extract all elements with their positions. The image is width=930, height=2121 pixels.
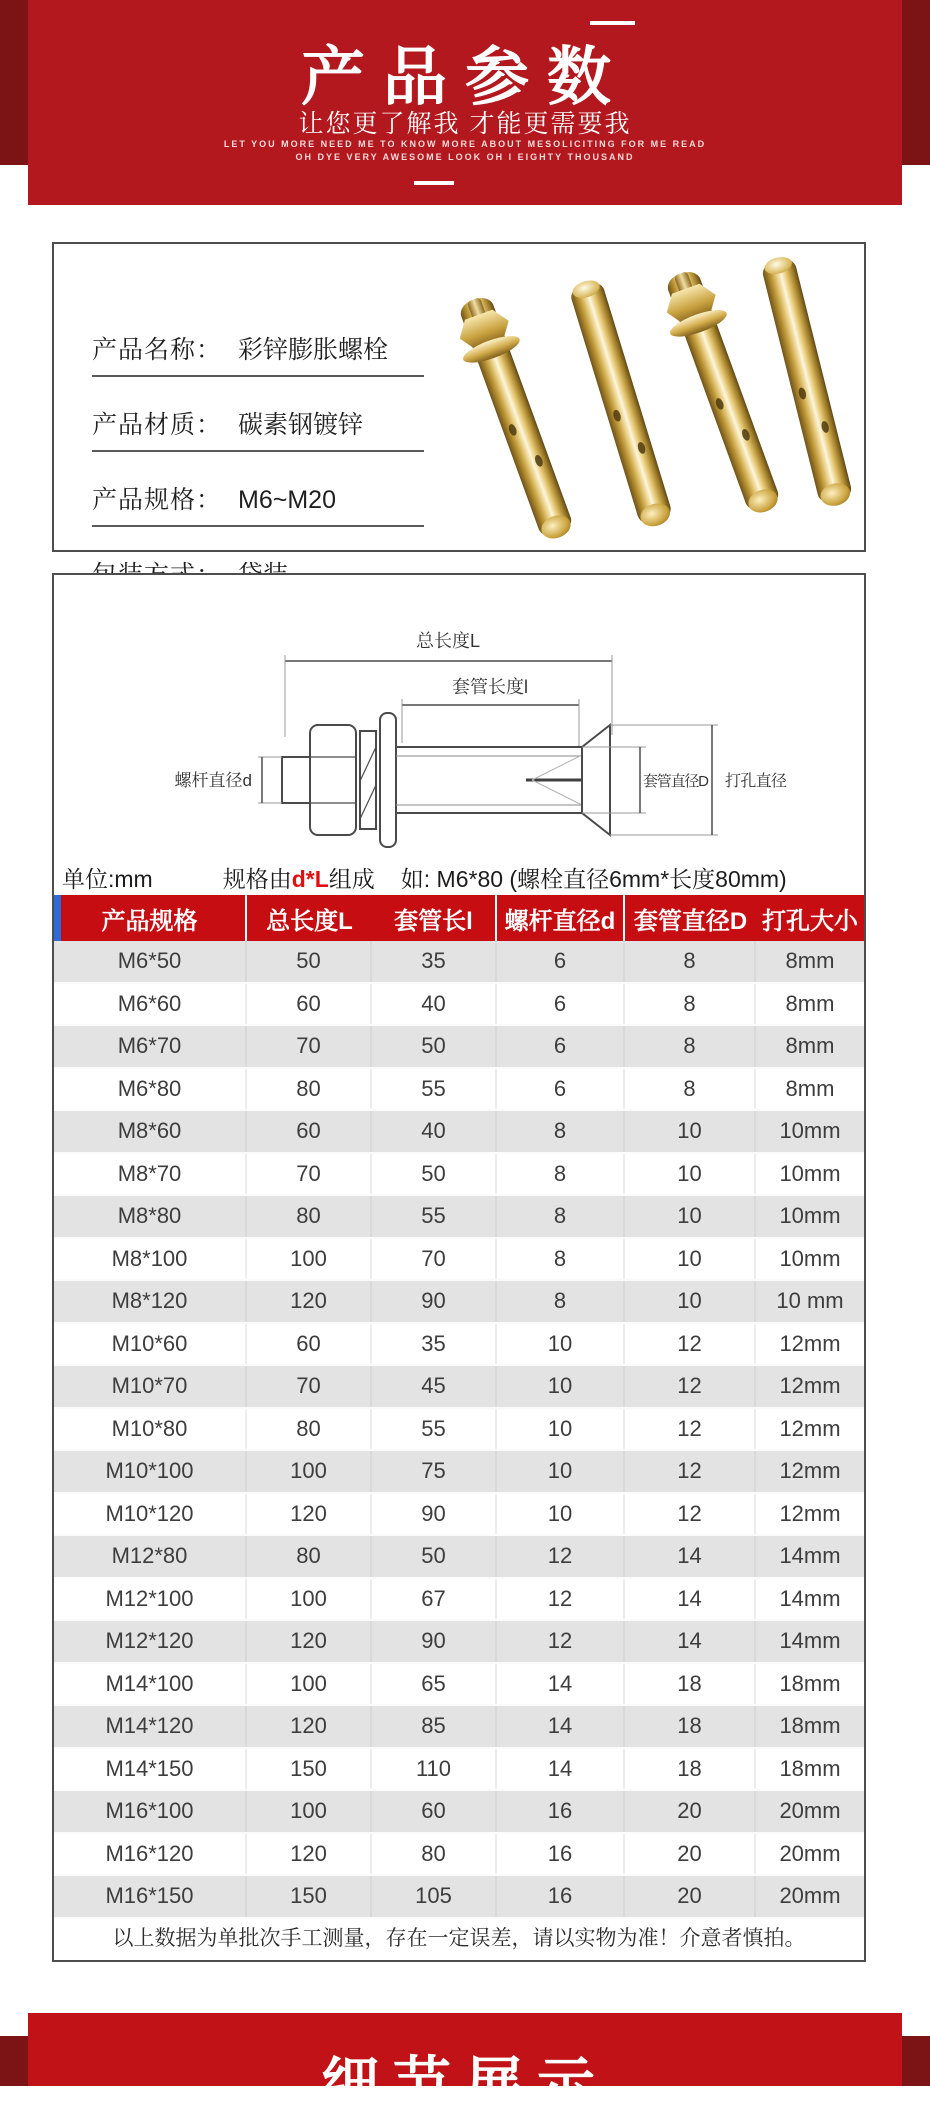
table-cell: 10 <box>625 1111 756 1152</box>
table-row <box>54 1409 864 1452</box>
table-cell: 150 <box>247 1876 372 1917</box>
table-cell: M6*70 <box>54 1026 247 1067</box>
table-row <box>54 1579 864 1622</box>
table-cell: 80 <box>247 1196 372 1237</box>
table-row <box>54 1026 864 1069</box>
header-cell-hole-size: 打孔大小 <box>762 907 858 935</box>
table-cell: 14 <box>497 1706 625 1747</box>
expansion-bolt-image <box>457 294 574 541</box>
table-row <box>54 984 864 1027</box>
table-cell: M10*60 <box>54 1324 247 1365</box>
table-cell: 14 <box>497 1749 625 1790</box>
measurement-disclaimer: 以上数据为单批次手工测量，存在一定误差，请以实物为准！介意者慎拍。 <box>112 1927 806 1950</box>
table-cell: 8 <box>497 1239 625 1280</box>
table-cell: 14mm <box>779 1543 841 1569</box>
table-cell: 90 <box>372 1621 497 1662</box>
table-cell: 110 <box>372 1749 497 1790</box>
banner-tagline-1: LET YOU MORE NEED ME TO KNOW MORE ABOUT MESOLICITING FOR ME READ <box>223 139 707 149</box>
table-cell: 50 <box>247 941 372 982</box>
table-cell: 18mm <box>779 1755 841 1781</box>
table-cell: 8mm <box>785 1033 835 1059</box>
table-cell: 10 <box>497 1324 625 1365</box>
table-cell: 14 <box>625 1579 756 1620</box>
table-cell: 14 <box>497 1664 625 1705</box>
info-label: 产品材质： <box>92 411 223 439</box>
table-cell: 16 <box>497 1834 625 1875</box>
spec-example: 如: M6*80 (螺栓直径6mm*长度80mm) <box>400 866 787 892</box>
spec-box <box>52 573 866 1962</box>
table-cell: 10mm <box>779 1118 841 1144</box>
info-row-material <box>92 405 424 452</box>
spec-format-highlight: d*L <box>291 866 329 892</box>
table-cell: 150 <box>247 1749 372 1790</box>
table-row <box>54 1154 864 1197</box>
info-row-spec <box>92 480 424 527</box>
diagram-label-screw-diameter: 螺杆直径d <box>174 771 252 790</box>
table-cell: 14mm <box>779 1628 841 1654</box>
table-cell: 100 <box>247 1664 372 1705</box>
table-cell: 50 <box>372 1536 497 1577</box>
table-cell: 10 mm <box>776 1288 844 1314</box>
table-cell: 50 <box>372 1154 497 1195</box>
table-cell: 10 <box>625 1239 756 1280</box>
table-cell: 85 <box>372 1706 497 1747</box>
table-cell: 75 <box>372 1451 497 1492</box>
detail-section-title: 细节展示 <box>320 2052 609 2117</box>
table-cell: 10mm <box>779 1245 841 1271</box>
banner-dash-icon <box>414 181 454 185</box>
spec-table-body <box>54 941 864 1919</box>
table-cell: 40 <box>372 984 497 1025</box>
table-cell: 20mm <box>779 1883 841 1909</box>
table-cell: 80 <box>247 1536 372 1577</box>
table-cell: 55 <box>372 1069 497 1110</box>
table-cell: M10*120 <box>54 1494 247 1535</box>
product-info-box <box>52 242 866 552</box>
spec-format: 规格由d*L组成 <box>222 866 375 892</box>
table-cell: 50 <box>372 1026 497 1067</box>
table-cell: 6 <box>497 1026 625 1067</box>
table-row <box>54 1239 864 1282</box>
top-banner <box>0 0 930 205</box>
table-cell: M16*100 <box>54 1791 247 1832</box>
table-cell: 10 <box>497 1366 625 1407</box>
header-cell-total-length: 总长度L <box>266 907 353 935</box>
table-row <box>54 941 864 984</box>
table-cell: M6*50 <box>54 941 247 982</box>
table-cell: 18 <box>625 1664 756 1705</box>
table-cell: 10mm <box>779 1203 841 1229</box>
table-cell: 10 <box>625 1154 756 1195</box>
table-cell: 12mm <box>779 1500 841 1526</box>
table-cell: M8*100 <box>54 1239 247 1280</box>
unit-label: 单位:mm <box>62 866 153 892</box>
table-cell: 20mm <box>779 1798 841 1824</box>
table-cell: 14 <box>625 1621 756 1662</box>
table-row <box>54 1069 864 1112</box>
table-cell: 70 <box>247 1154 372 1195</box>
info-label: 产品名称： <box>92 336 223 364</box>
table-cell: 12 <box>497 1536 625 1577</box>
table-cell: M14*100 <box>54 1664 247 1705</box>
table-cell: 67 <box>372 1579 497 1620</box>
table-cell: M8*60 <box>54 1111 247 1152</box>
info-value: 碳素钢镀锌 <box>238 411 364 439</box>
table-cell: 12 <box>497 1621 625 1662</box>
table-row <box>54 1324 864 1367</box>
table-cell: 10mm <box>779 1160 841 1186</box>
table-cell: 8 <box>497 1281 625 1322</box>
table-row <box>54 1111 864 1154</box>
table-cell: 18 <box>625 1749 756 1790</box>
table-cell: 70 <box>247 1026 372 1067</box>
table-cell: M6*60 <box>54 984 247 1025</box>
table-row <box>54 1749 864 1792</box>
table-cell: M10*70 <box>54 1366 247 1407</box>
table-cell: 120 <box>247 1621 372 1662</box>
product-photo <box>444 250 860 548</box>
table-cell: 100 <box>247 1579 372 1620</box>
table-cell: 12 <box>497 1579 625 1620</box>
table-cell: 14 <box>625 1536 756 1577</box>
table-cell: 8 <box>625 941 756 982</box>
table-row <box>54 1494 864 1537</box>
table-cell: 12mm <box>779 1415 841 1441</box>
table-cell: 12 <box>625 1324 756 1365</box>
table-row <box>54 1451 864 1494</box>
table-cell: 8mm <box>785 1075 835 1101</box>
bottom-banner <box>0 2013 930 2117</box>
expansion-bolt-image <box>568 278 674 527</box>
table-cell: 120 <box>247 1281 372 1322</box>
banner-dash-icon <box>590 21 635 25</box>
diagram-label-sleeve-length: 套管长度l <box>452 677 528 697</box>
table-cell: 45 <box>372 1366 497 1407</box>
table-cell: 8mm <box>785 948 835 974</box>
table-cell: 8mm <box>785 990 835 1016</box>
dimension-diagram <box>54 585 864 855</box>
table-cell: 40 <box>372 1111 497 1152</box>
table-cell: M12*120 <box>54 1621 247 1662</box>
table-cell: 20 <box>625 1791 756 1832</box>
bolt-shaft <box>568 278 674 527</box>
unit-note <box>62 861 856 894</box>
table-cell: 120 <box>247 1834 372 1875</box>
table-cell: 12 <box>625 1451 756 1492</box>
table-cell: 12 <box>625 1366 756 1407</box>
table-cell: 6 <box>497 941 625 982</box>
table-cell: M10*80 <box>54 1409 247 1450</box>
table-cell: 8 <box>625 984 756 1025</box>
expansion-bolt-image <box>664 268 781 515</box>
header-cell-screw-diameter: 螺杆直径d <box>497 895 625 941</box>
table-cell: M12*80 <box>54 1536 247 1577</box>
table-cell: 90 <box>372 1494 497 1535</box>
table-cell: 12 <box>625 1409 756 1450</box>
table-row <box>54 1876 864 1919</box>
table-cell: 18mm <box>779 1713 841 1739</box>
table-cell: 70 <box>372 1239 497 1280</box>
table-cell: 14mm <box>779 1585 841 1611</box>
header-blue-strip <box>54 895 61 941</box>
table-cell: 60 <box>247 984 372 1025</box>
table-cell: 8 <box>497 1154 625 1195</box>
table-cell: 35 <box>372 941 497 982</box>
table-row <box>54 1536 864 1579</box>
diagram-label-sleeve-diameter: 套管直径D <box>643 773 709 790</box>
table-cell: 16 <box>497 1876 625 1917</box>
table-row <box>54 1196 864 1239</box>
table-cell: 16 <box>497 1791 625 1832</box>
table-cell: 12mm <box>779 1373 841 1399</box>
table-cell: M8*70 <box>54 1154 247 1195</box>
table-cell: 10 <box>625 1281 756 1322</box>
table-cell: 10 <box>625 1196 756 1237</box>
table-cell: 6 <box>497 984 625 1025</box>
table-cell: 80 <box>247 1069 372 1110</box>
table-cell: M8*120 <box>54 1281 247 1322</box>
table-cell: 8 <box>497 1196 625 1237</box>
diagram-label-total-length: 总长度L <box>415 631 481 651</box>
table-cell: 8 <box>625 1069 756 1110</box>
table-row <box>54 1664 864 1707</box>
info-row-name <box>92 330 424 377</box>
table-cell: 55 <box>372 1409 497 1450</box>
table-row <box>54 1281 864 1324</box>
table-cell: M14*120 <box>54 1706 247 1747</box>
table-cell: 8 <box>625 1026 756 1067</box>
table-cell: 105 <box>372 1876 497 1917</box>
table-row <box>54 1706 864 1749</box>
table-cell: 100 <box>247 1791 372 1832</box>
table-cell: 10 <box>497 1409 625 1450</box>
info-label: 产品规格： <box>92 486 223 514</box>
table-row <box>54 1791 864 1834</box>
table-cell: M14*150 <box>54 1749 247 1790</box>
table-cell: 18mm <box>779 1670 841 1696</box>
header-cell-sleeve-diameter: 套管直径D <box>633 907 748 935</box>
table-row <box>54 1834 864 1877</box>
table-cell: M6*80 <box>54 1069 247 1110</box>
table-cell: M16*150 <box>54 1876 247 1917</box>
table-cell: 20mm <box>779 1840 841 1866</box>
table-cell: 65 <box>372 1664 497 1705</box>
table-cell: 60 <box>247 1111 372 1152</box>
table-cell: 18 <box>625 1706 756 1747</box>
table-cell: 12mm <box>779 1458 841 1484</box>
table-cell: M10*100 <box>54 1451 247 1492</box>
table-cell: 80 <box>372 1834 497 1875</box>
table-cell: 10 <box>497 1451 625 1492</box>
banner-tagline-2: OH DYE VERY AWESOME LOOK OH I EIGHTY THOUSAND <box>295 152 635 162</box>
table-cell: 60 <box>372 1791 497 1832</box>
table-row <box>54 1621 864 1664</box>
table-cell: 100 <box>247 1451 372 1492</box>
table-cell: 20 <box>625 1834 756 1875</box>
table-cell: M8*80 <box>54 1196 247 1237</box>
table-cell: 60 <box>247 1324 372 1365</box>
table-cell: 35 <box>372 1324 497 1365</box>
spec-table-header <box>54 895 864 941</box>
table-cell: 12 <box>625 1494 756 1535</box>
header-cell-sleeve-length: 套管长l <box>372 895 497 941</box>
table-cell: 55 <box>372 1196 497 1237</box>
table-cell: M16*120 <box>54 1834 247 1875</box>
table-cell: 80 <box>247 1409 372 1450</box>
table-row <box>54 1366 864 1409</box>
table-cell: 6 <box>497 1069 625 1110</box>
table-cell: 120 <box>247 1494 372 1535</box>
table-cell: 12mm <box>779 1330 841 1356</box>
diagram-label-hole-diameter: 打孔直径 <box>725 773 787 790</box>
table-cell: M12*100 <box>54 1579 247 1620</box>
info-value: M6~M20 <box>238 486 336 514</box>
table-cell: 10 <box>497 1494 625 1535</box>
bolt-shaft <box>760 256 853 507</box>
page-title: 产品参数 <box>301 41 629 113</box>
table-cell: 90 <box>372 1281 497 1322</box>
table-cell: 8 <box>497 1111 625 1152</box>
table-cell: 100 <box>247 1239 372 1280</box>
header-cell-spec: 产品规格 <box>54 895 247 941</box>
table-cell: 70 <box>247 1366 372 1407</box>
table-cell: 20 <box>625 1876 756 1917</box>
page-subtitle: 让您更了解我 才能更需要我 <box>298 110 632 138</box>
expansion-bolt-image <box>760 256 853 507</box>
info-value: 彩锌膨胀螺栓 <box>238 336 389 364</box>
table-cell: 120 <box>247 1706 372 1747</box>
